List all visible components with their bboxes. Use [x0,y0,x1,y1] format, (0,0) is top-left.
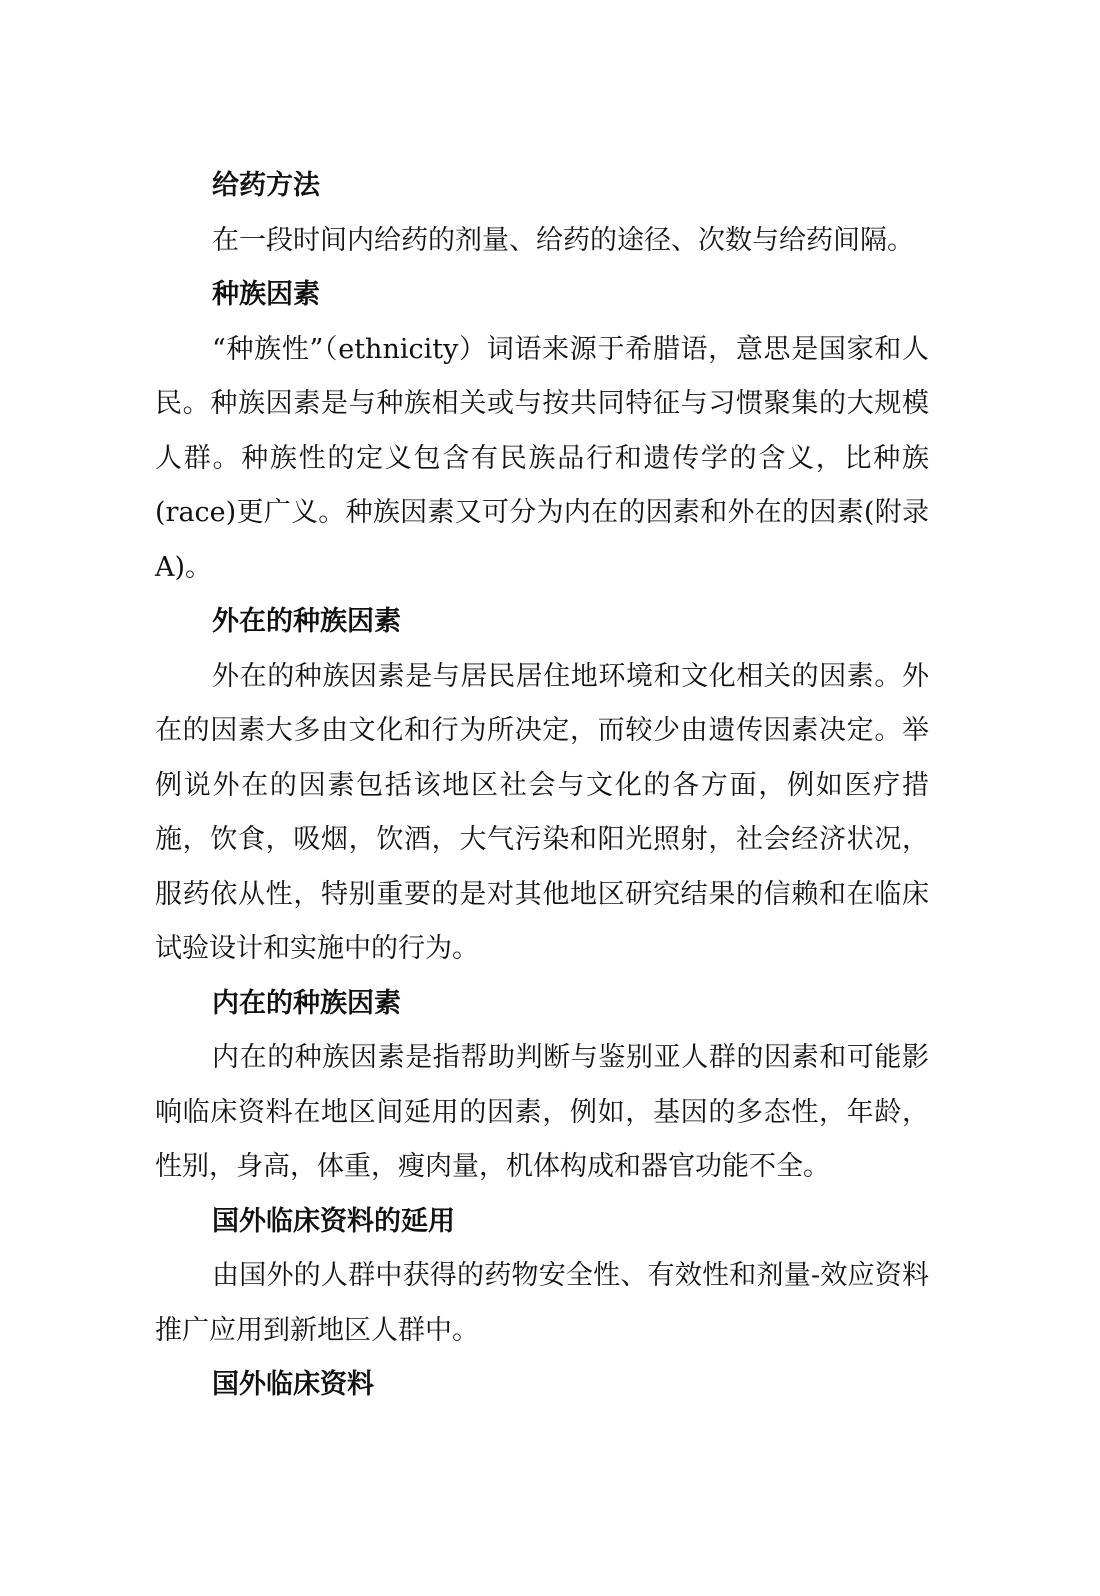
section-paragraph-dosage-method: 在一段时间内给药的剂量、给药的途径、次数与给药间隔。 [212,224,914,256]
section-heading-dosage-method: 给药方法 [212,170,320,201]
section-heading-extrinsic-factors: 外在的种族因素 [212,606,401,637]
section-paragraph-foreign-data-extrapolation: 由国外的人群中获得的药物安全性、有效性和剂量-效应资料推广应用到新地区人群中。 [155,1260,929,1346]
section-heading-intrinsic-factors: 内在的种族因素 [212,987,401,1019]
section-heading-ethnic-factors: 种族因素 [212,279,320,310]
section-paragraph-ethnic-factors: “种族性”（ethnicity）词语来源于希腊语，意思是国家和人民。种族因素是与种族相关或与按共同特征与习惯聚集的大规模人群。种族性的定义包含有民族品行和遗传学的含义，比种族(race)更广义。种族因素又可分为内在的因素和外在的因素(附录 A)。 [155,333,929,583]
section-heading-foreign-data-extrapolation: 国外临床资料的延用 [212,1205,455,1237]
document-page [155,159,929,1413]
section-paragraph-extrinsic-factors: 外在的种族因素是与居民居住地环境和文化相关的因素。外在的因素大多由文化和行为所决定，而较少由遗传因素决定。举例说外在的因素包括该地区社会与文化的各方面，例如医疗措施，饮食，吸烟，饮酒，大气污染和阳光照射，社会经济状况，服药依从性，特别重要的是对其他地区研究结果的信赖和在临床试验设计和实施中的行为。 [155,660,929,964]
section-heading-foreign-clinical-data: 国外临床资料 [212,1369,374,1400]
section-paragraph-intrinsic-factors: 内在的种族因素是指帮助判断与鉴别亚人群的因素和可能影响临床资料在地区间延用的因素，例如，基因的多态性，年龄，性别，身高，体重，瘦肉量，机体构成和器官功能不全。 [155,1042,929,1182]
